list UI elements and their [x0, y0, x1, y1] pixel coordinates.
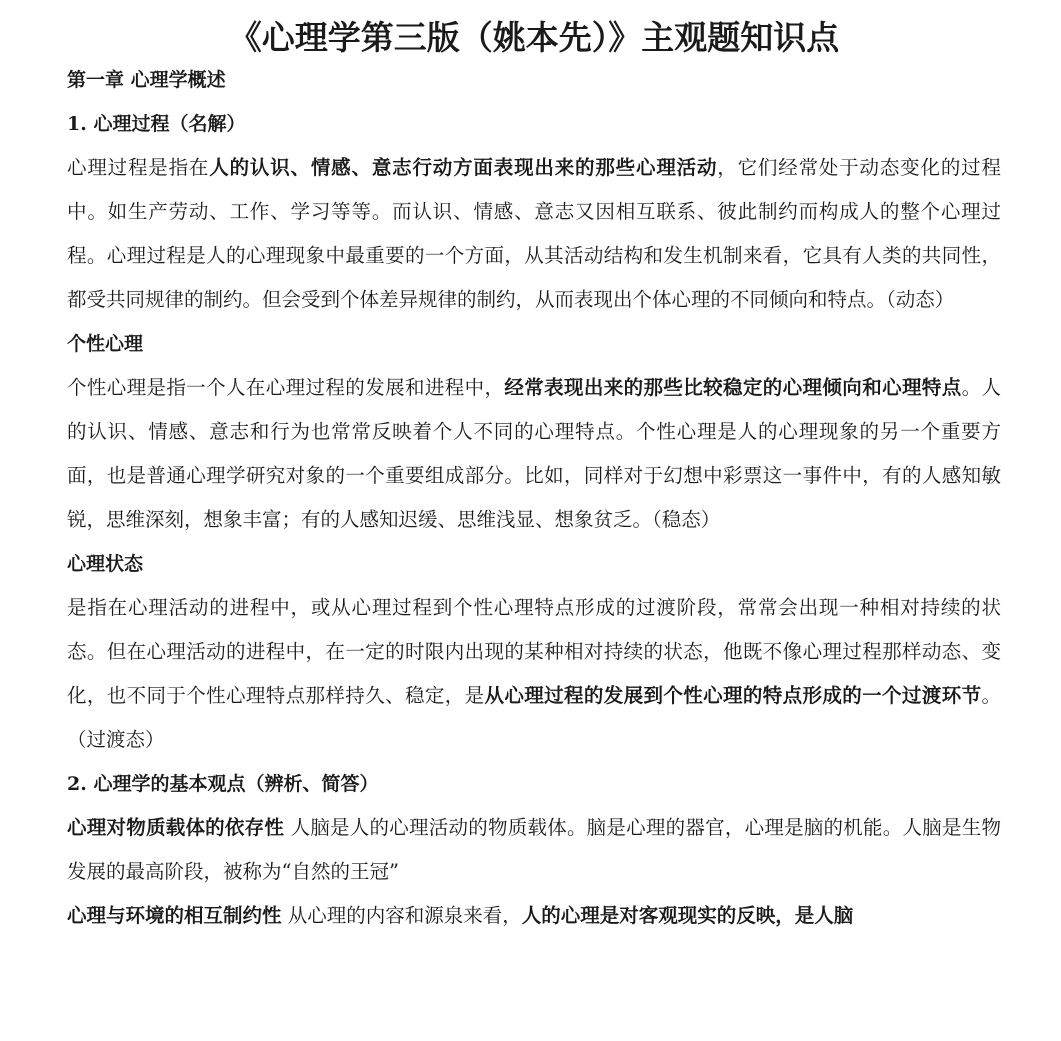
section-heading-mental-process: 1. 心理过程（名解） — [67, 113, 246, 135]
paragraph-mental-state: 是指在心理活动的进程中，或从心理过程到个性心理特点形成的过渡阶段，常常会出现一种相对持续的状态。但在心理活动的进程中，在一定的时限内出现的某种相对持续的状态，他既不像心理过程那样动态、变化，也不同于个性心理特点那样持久、稳定，是从心理过程的发展到个性心理的特点形成的一个过渡环节。（过渡态） — [67, 596, 1001, 751]
term-label: 心理与环境的相互制约性 — [67, 904, 282, 927]
document-title: 《心理学第三版（姚本先）》主观题知识点 — [228, 18, 840, 57]
paragraph-personality: 个性心理是指一个人在心理过程的发展和进程中，经常表现出来的那些比较稳定的心理倾向和心理特点。人的认识、情感、意志和行为也常常反映着个人不同的心理特点。个性心理是人的心理现象的另一个重要方面，也是普通心理学研究对象的一个重要组成部分。比如，同样对于幻想中彩票这一事件中，有的人感知敏锐，思维深刻，想象丰富；有的人感知迟缓、思维浅显、想象贫乏。（稳态） — [67, 376, 1001, 531]
section-heading-personality: 个性心理 — [67, 333, 144, 355]
paragraph-mental-process: 心理过程是指在人的认识、情感、意志行动方面表现出来的那些心理活动，它们经常处于动态变化的过程中。如生产劳动、工作、学习等等。而认识、情感、意志又因相互联系、彼此制约而构成人的整个心理过程。心理过程是人的心理现象中最重要的一个方面，从其活动结构和发生机制来看，它具有人类的共同性，都受共同规律的制约。但会受到个体差异规律的制约，从而表现出个体心理的不同倾向和特点。（动态） — [67, 156, 1001, 311]
emphasis-text: 经常表现出来的那些比较稳定的心理倾向和心理特点 — [504, 376, 962, 399]
emphasis-text: 从心理过程的发展到个性心理的特点形成的一个过渡环节 — [484, 684, 982, 707]
paragraph-environment-constraint: 心理与环境的相互制约性 从心理的内容和源泉来看，人的心理是对客观现实的反映，是人脑 — [67, 904, 854, 927]
emphasis-text: 人的认识、情感、意志行动方面表现出来的那些心理活动 — [209, 156, 718, 179]
term-label: 心理对物质载体的依存性 — [67, 816, 285, 839]
emphasis-text: 人的心理是对客观现实的反映，是人脑 — [521, 904, 854, 927]
section-heading-basic-views: 2. 心理学的基本观点（辨析、简答） — [67, 773, 379, 795]
chapter-heading: 第一章 心理学概述 — [67, 69, 226, 91]
section-heading-mental-state: 心理状态 — [67, 553, 144, 575]
paragraph-material-dependence: 心理对物质载体的依存性 人脑是人的心理活动的物质载体。脑是心理的器官，心理是脑的机能。人脑是生物发展的最高阶段，被称为“自然的王冠” — [67, 816, 1001, 883]
